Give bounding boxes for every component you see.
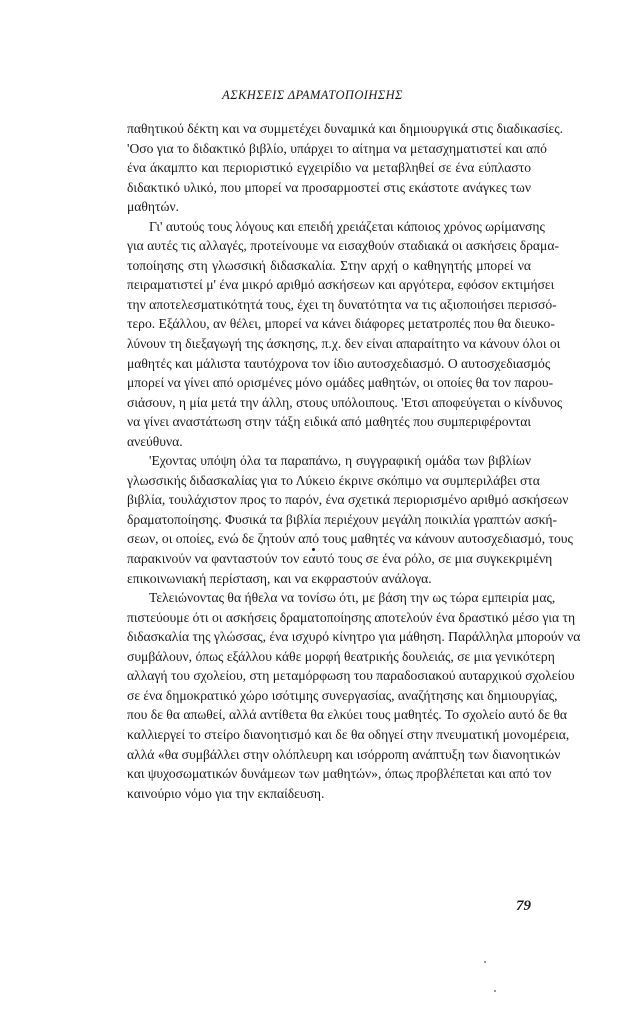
text-line: σιάσουν, η μία μετά την άλλη, στους υπόλοιπους. 'Ετσι αποφεύγεται ο κίνδυνος: [127, 394, 563, 410]
text-line: τοποίησης στη γλωσσική διδασκαλία. Στην αρχή ο καθηγητής μπορεί να: [127, 257, 531, 273]
text-line: αλλά «θα συμβάλλει στην ολόπλευρη και ισόρροπη ανάπτυξη των διανοητικών: [127, 746, 561, 762]
text-line: που δε θα απωθεί, αλλά αντίθετα θα ελκύει τους μαθητές. Το σχολείο αυτό δε θα: [127, 707, 568, 723]
text-line: μαθητές και μάλιστα ταυτόχρονα τον ίδιο αυτοσχεδιασμό. Ο αυτοσχεδιασμός: [127, 355, 551, 371]
text-line: για αυτές τις αλλαγές, προτείνουμε να εισαχθούν σταδιακά οι ασκήσεις δραμα-: [127, 238, 559, 254]
text-line: πειραματιστεί μ' ένα μικρό αριθμό ασκήσεων και αργότερα, εφόσον εκτιμήσει: [127, 277, 555, 293]
text-line: ανεύθυνα.: [127, 433, 183, 449]
text-line: γλωσσικής διδασκαλίας για το Λύκειο έκρινε σκόπιμο να συμπεριλάβει στα: [127, 472, 540, 488]
scan-speck: [484, 961, 486, 963]
text-line: βιβλία, τουλάχιστον προς το παρόν, ένα σχετικά περιορισμένο αριθμό ασκήσεων: [127, 492, 569, 508]
text-line: μαθητών.: [127, 199, 179, 215]
text-line: καινούριο νόμο για την εκπαίδευση.: [127, 785, 325, 801]
text-line: μπορεί να γίνει από ορισμένες μόνο ομάδες μαθητών, οι οποίες θα τον παρου-: [127, 375, 554, 391]
text-line: διδασκαλία της γλώσσας, ένα ισχυρό κίνητρο για μάθηση. Παράλληλα μπορούν να: [127, 629, 581, 645]
text-line: 'Εχοντας υπόψη όλα τα παραπάνω, η συγγραφική ομάδα των βιβλίων: [149, 453, 531, 469]
paragraph: [127, 119, 564, 217]
text-line: διδακτικό υλικό, που μπορεί να προσαρμοστεί στις εκάστοτε ανάγκες των: [127, 179, 531, 195]
text-line: λύνουν τη διεξαγωγή της άσκησης, π.χ. δεν είναι απαραίτητο να κάνουν όλοι οι: [127, 336, 561, 352]
paragraph: [127, 451, 573, 588]
text-line: αλλαγή του σχολείου, στη μεταμόρφωση του παραδοσιακού αυταρχικού σχολείου: [127, 668, 575, 684]
text-line: 'Οσο για το διδακτικό βιβλίο, υπάρχει το αίτημα να μετασχηματιστεί και από: [127, 140, 547, 156]
text-line: τερο. Εξάλλου, αν θέλει, μπορεί να κάνει διάφορες μετατροπές που θα διευκο-: [127, 316, 555, 332]
paragraph: [127, 217, 563, 452]
text-line: σε ένα δημοκρατικό χώρο ισότιμης συνεργασίας, αναζήτησης και δημιουργίας,: [127, 687, 558, 703]
text-line: επικοινωνιακή περίσταση, και να εκφραστούν ανάλογα.: [127, 570, 432, 586]
text-line: Τελειώνοντας θα ήθελα να τονίσω ότι, με βάση την ως τώρα εμπειρία μας,: [149, 590, 556, 606]
text-line: και ψυχοσωματικών δυνάμεων των μαθητών», όπως προβλέπεται και από τον: [127, 766, 552, 782]
text-line: συμβάλουν, όπως εξάλλου κάθε μορφή θεατρικής δουλειάς, σε μια γενικότερη: [127, 648, 555, 664]
text-line: παθητικού δέκτη και να συμμετέχει δυναμικά και δημιουργικά στις διαδικασίες.: [127, 121, 564, 136]
text-line: σεων, οι οποίες, ενώ δε ζητούν από τους μαθητές να κάνουν αυτοσχεδιασμό, τους: [127, 531, 573, 547]
text-line: παρακινούν να φανταστούν τον εαυτό τους σε ένα ρόλο, σε μια συγκεκριμένη: [127, 551, 553, 567]
text-line: Γι' αυτούς τους λόγους και επειδή χρειάζεται κάποιος χρόνος ωρίμανσης: [149, 218, 545, 234]
text-line: δραματοποίησης. Φυσικά τα βιβλία περιέχουν μεγάλη ποικιλία γραπτών ασκή-: [127, 511, 558, 527]
scan-speck: [312, 548, 315, 551]
text-line: να γίνει αναστάτωση στην τάξη ειδικά από μαθητές που συμπεριφέρονται: [127, 414, 531, 430]
text-line: καλλιεργεί το στείρο διανοητισμό και δε θα οδηγεί στην πνευματική μονομέρεια,: [127, 726, 570, 742]
page-number: 79: [516, 898, 531, 914]
text-line: ένα άκαμπτο και περιοριστικό εγχειρίδιο να μεταβληθεί σε ένα εύπλαστο: [127, 160, 531, 176]
scan-speck: [494, 990, 496, 992]
running-header: ΑΣΚΗΣΕΙΣ ΔΡΑΜΑΤΟΠΟΙΗΣΗΣ: [222, 88, 403, 102]
text-line: την αποτελεσματικότητά τους, έχει τη δυνατότητα να τις αξιοποιήσει περισσό-: [127, 296, 557, 312]
body-text: [127, 119, 581, 803]
paragraph: [127, 588, 581, 803]
text-line: πιστεύουμε ότι οι ασκήσεις δραματοποίησης αποτελούν ένα δραστικό μέσο για τη: [127, 609, 576, 625]
